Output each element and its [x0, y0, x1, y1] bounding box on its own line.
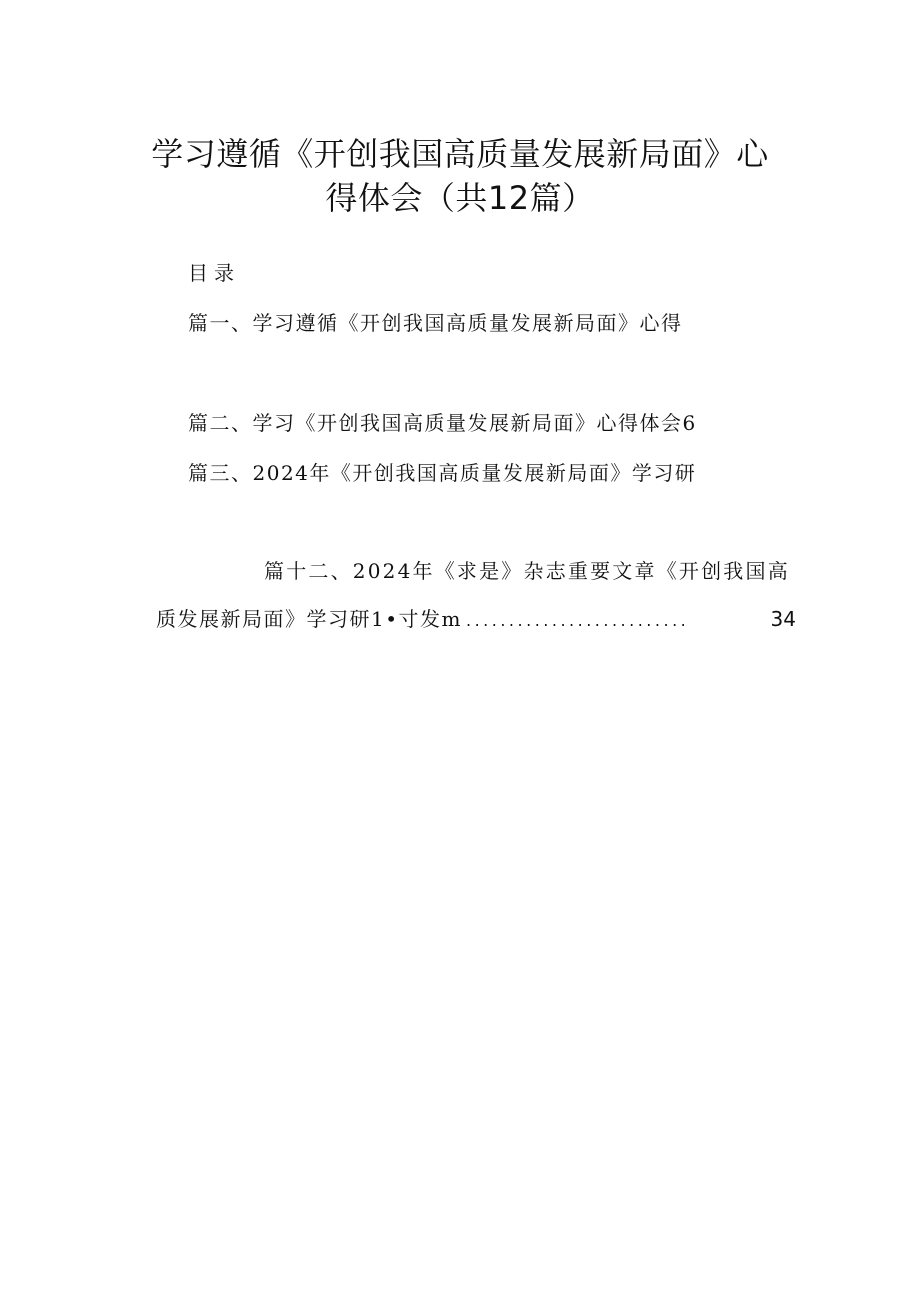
toc-page-number: 34	[770, 607, 796, 631]
toc-dot-leader: ..........................	[466, 611, 690, 630]
title-line-2: 得体会（共12篇）	[325, 179, 595, 217]
toc-entry-12-text: 质发展新局面》学习研1•寸发m	[156, 607, 462, 631]
toc-heading: 目录	[188, 261, 240, 285]
toc-entry-1[interactable]: 篇一、学习遵循《开创我国高质量发展新局面》心得	[188, 311, 683, 335]
title-line-1: 学习遵循《开创我国高质量发展新局面》心	[151, 135, 769, 173]
toc-entry-3[interactable]: 篇三、2024年《开创我国高质量发展新局面》学习研	[188, 461, 697, 485]
document-title	[130, 132, 790, 220]
toc-entry-12-line-1[interactable]: 篇十二、2024年《求是》杂志重要文章《开创我国高	[264, 559, 790, 583]
toc-entry-2[interactable]: 篇二、学习《开创我国高质量发展新局面》心得体会6	[188, 411, 697, 435]
toc-entry-12-line-2[interactable]	[156, 604, 796, 636]
